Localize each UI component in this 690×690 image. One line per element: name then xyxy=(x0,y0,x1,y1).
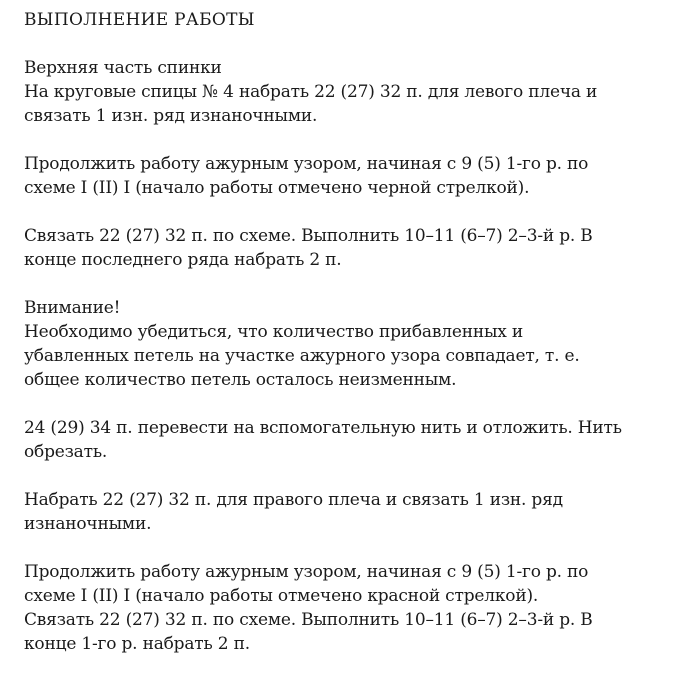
text-line: схеме I (II) I (начало работы отмечено черной стрелкой). xyxy=(24,178,530,198)
text-line: схеме I (II) I (начало работы отмечено красной стрелкой). xyxy=(24,586,539,606)
document-page xyxy=(24,8,664,656)
text-line: Связать 22 (27) 32 п. по схеме. Выполнить 10–11 (6–7) 2–3-й р. В xyxy=(24,610,593,630)
text-line: Набрать 22 (27) 32 п. для правого плеча и связать 1 изн. ряд xyxy=(24,490,563,510)
text-line: Необходимо убедиться, что количество прибавленных и xyxy=(24,322,524,342)
paragraph-continue-left xyxy=(24,152,664,200)
paragraph-continue-right xyxy=(24,560,664,656)
paragraph-back-top xyxy=(24,56,664,128)
text-line: общее количество петель осталось неизменным. xyxy=(24,370,457,390)
section-heading: ВЫПОЛНЕНИЕ РАБОТЫ xyxy=(24,10,255,30)
text-line: изнаночными. xyxy=(24,514,152,534)
attention-title: Внимание! xyxy=(24,298,121,318)
text-line: обрезать. xyxy=(24,442,108,462)
text-line: связать 1 изн. ряд изнаночными. xyxy=(24,106,318,126)
paragraph-right-shoulder xyxy=(24,488,664,536)
text-line: Продолжить работу ажурным узором, начиная с 9 (5) 1-го р. по xyxy=(24,562,589,582)
subsection-title: Верхняя часть спинки xyxy=(24,58,222,78)
text-line: Связать 22 (27) 32 п. по схеме. Выполнить 10–11 (6–7) 2–3-й р. В xyxy=(24,226,593,246)
paragraph-transfer xyxy=(24,416,664,464)
paragraph-knit-left xyxy=(24,224,664,272)
text-line: На круговые спицы № 4 набрать 22 (27) 32 п. для левого плеча и xyxy=(24,82,598,102)
text-line: конце 1-го р. набрать 2 п. xyxy=(24,634,250,654)
text-line: конце последнего ряда набрать 2 п. xyxy=(24,250,342,270)
paragraph-attention xyxy=(24,296,664,392)
text-line: Продолжить работу ажурным узором, начиная с 9 (5) 1-го р. по xyxy=(24,154,589,174)
text-line: убавленных петель на участке ажурного узора совпадает, т. е. xyxy=(24,346,580,366)
text-line: 24 (29) 34 п. перевести на вспомогательную нить и отложить. Нить xyxy=(24,418,622,438)
